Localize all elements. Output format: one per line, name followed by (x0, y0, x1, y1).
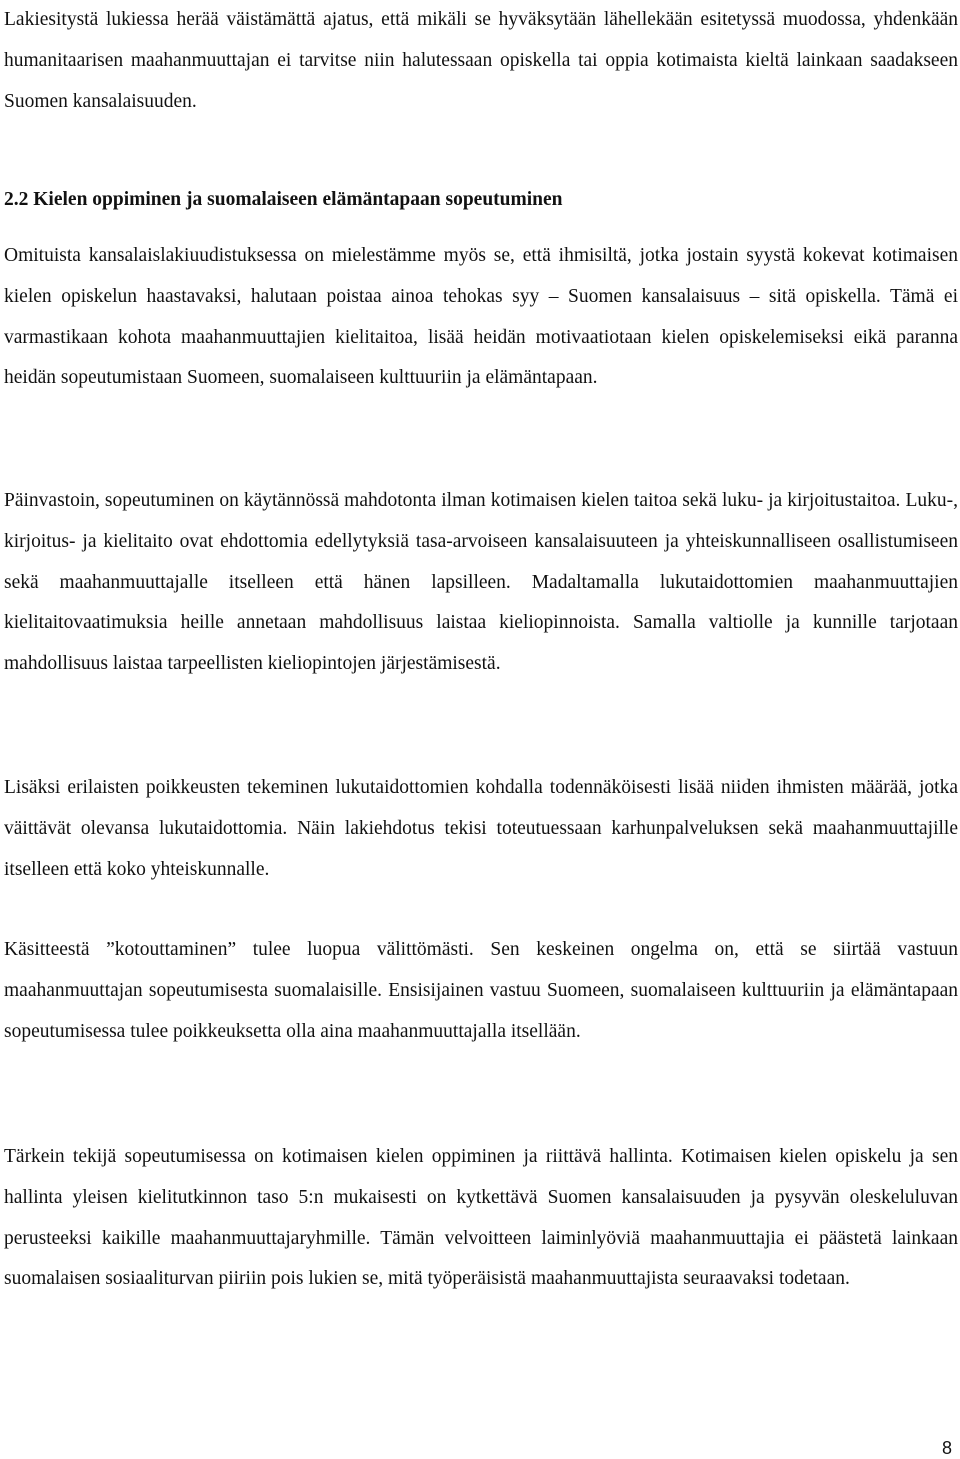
body-paragraph-3: Lisäksi erilaisten poikkeusten tekeminen lukutaidottomien kohdalla todennäköisesti lisää niiden ihmisten määrää, jotka väittävät olevansa lukutaidottomia. Näin lakiehdotus tekisi toteutuessaan karhunpalveluksen sekä maahanmuuttajille itselleen että koko yhteiskunnalle. (4, 777, 958, 880)
section-heading: 2.2 Kielen oppiminen ja suomalaiseen elämäntapaan sopeutuminen (4, 189, 563, 210)
body-paragraph-5: Tärkein tekijä sopeutumisessa on kotimaisen kielen oppiminen ja riittävä hallinta. Kotimaisen kielen opiskelu ja sen hallinta yleisen kielitutkinnon taso 5:n mukaisesti on kytkettävä Suomen kansalaisuuden ja pysyvän oleskeluluvan perusteeksi kaikille maahanmuuttajaryhmille. Tämän velvoitteen laiminlyöviä maahanmuuttajia ei päästetä lainkaan suomalaisen sosiaaliturvan piiriin pois lukien se, mitä työperäisistä maahanmuuttajista seuraavaksi todetaan. (4, 1146, 958, 1290)
body-paragraph-2: Päinvastoin, sopeutuminen on käytännössä mahdotonta ilman kotimaisen kielen taitoa sekä luku- ja kirjoitustaitoa. Luku-, kirjoitus- ja kielitaito ovat ehdottomia edellytyksiä tasa-arvoiseen kansalaisuuteen ja yhteiskunnalliseen osallistumiseen sekä maahanmuuttajalle itselleen että hänen lapsilleen. Madaltamalla lukutaidottomien maahanmuuttajien kielitaitovaatimuksia heille annetaan mahdollisuus laistaa kieliopinnoista. Samalla valtiolle ja kunnille tarjotaan mahdollisuus laistaa tarpeellisten kieliopintojen järjestämisestä. (4, 490, 958, 675)
page-number: 8 (941, 1438, 952, 1458)
body-paragraph-1: Omituista kansalaislakiuudistuksessa on mielestämme myös se, että ihmisiltä, jotka jostain syystä kokevat kotimaisen kielen opiskelun haastavaksi, halutaan poistaa ainoa tehokas syy – Suomen kansalaisuus – sitä opiskella. Tämä ei varmastikaan kohota maahanmuuttajien kielitaitoa, lisää heidän motivaatiotaan kielen opiskelemiseksi eikä paranna heidän sopeutumistaan Suomeen, suomalaiseen kulttuuriin ja elämäntapaan. (4, 245, 958, 389)
body-paragraph-4: Käsitteestä ”kotouttaminen” tulee luopua välittömästi. Sen keskeinen ongelma on, että se siirtää vastuun maahanmuuttajan sopeutumisesta suomalaisille. Ensisijainen vastuu Suomeen, suomalaiseen kulttuuriin ja elämäntapaan sopeutumisessa tulee poikkeuksetta olla aina maahanmuuttajalla itsellään. (4, 939, 958, 1042)
intro-paragraph: Lakiesitystä lukiessa herää väistämättä ajatus, että mikäli se hyväksytään lähellekään esitetyssä muodossa, yhdenkään humanitaarisen maahanmuuttajan ei tarvitse niin halutessaan opiskella tai oppia kotimaista kieltä lainkaan saadakseen Suomen kansalaisuuden. (4, 9, 958, 112)
